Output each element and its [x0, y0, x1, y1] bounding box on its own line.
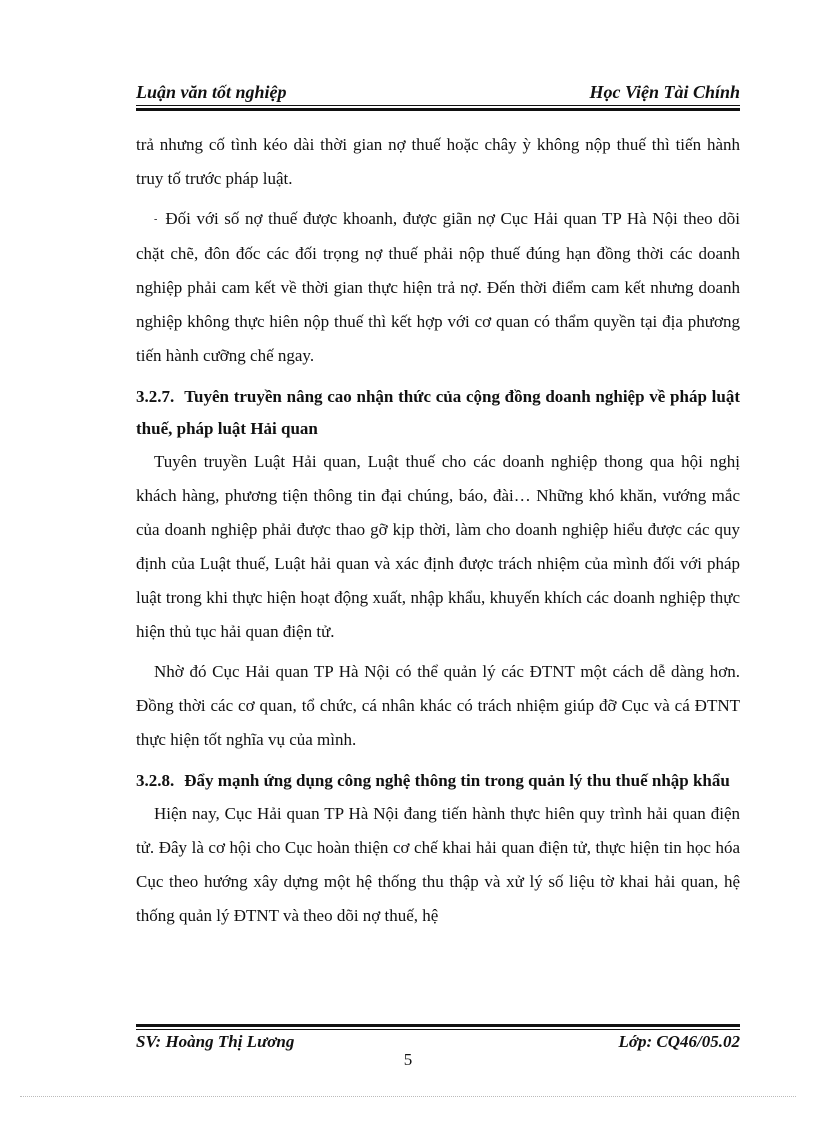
section-heading-3-2-8	[136, 765, 740, 797]
paragraph: Nhờ đó Cục Hải quan TP Hà Nội có thể quản lý các ĐTNT một cách dễ dàng hơn. Đồng thời các cơ quan, tổ chức, cá nhân khác có trách nhiệm giúp đỡ Cục và cá ĐTNT thực hiện tốt nghĩa vụ của mình.	[136, 662, 740, 749]
heading-number: 3.2.7.	[136, 387, 175, 406]
bullet-dash: -	[154, 214, 158, 225]
paragraph-text: Đối với số nợ thuế được khoanh, được giãn nợ Cục Hải quan TP Hà Nội theo dõi chặt chẽ, đôn đốc các đối trọng nợ thuế phải nộp thuế đúng hạn đồng thời các doanh nghiệp phải cam kết về thời gian thực hiện trả nợ. Đến thời điểm cam kết nhưng doanh nghiệp không thực hiên nộp thuế thì kết hợp với cơ quan có thẩm quyền tại địa phương tiến hành cưỡng chế ngay.	[136, 209, 740, 365]
paragraph: trả nhưng cố tình kéo dài thời gian nợ thuế hoặc chây ỳ không nộp thuế thì tiến hành truy tố trước pháp luật.	[136, 135, 740, 188]
footer-class-code: Lớp: CQ46/05.02	[618, 1032, 740, 1051]
paragraph-bullet	[136, 202, 740, 373]
paragraph: Hiện nay, Cục Hải quan TP Hà Nội đang tiến hành thực hiên quy trình hải quan điện tử. Đây là cơ hội cho Cục hoàn thiện cơ chế khai hải quan điện tử, thực hiện tin học hóa Cục theo hướng xây dựng một hệ thống thu thập và xử lý số liệu tờ khai hải quan, hệ thống quản lý ĐTNT và theo dõi nợ thuế, hệ	[136, 804, 740, 925]
page-header	[136, 80, 740, 106]
header-rule-thin	[136, 105, 740, 106]
header-thesis-title: Luận văn tốt nghiệp	[136, 82, 287, 102]
footer-student-name: SV: Hoàng Thị Lương	[136, 1032, 295, 1051]
header-institution: Học Viện Tài Chính	[589, 82, 740, 102]
page-number: 5	[403, 1050, 413, 1069]
paragraph: Tuyên truyền Luật Hải quan, Luật thuế cho các doanh nghiệp thong qua hội nghị khách hàng, phương tiện thông tin đại chúng, báo, đài… Những khó khăn, vướng mắc của doanh nghiệp phải được thao gỡ kịp thời, làm cho doanh nghiệp hiểu được các quy định của Luật thuế, Luật hải quan và xác định được trách nhiệm của mình đối với pháp luật trong khi thực hiện hoạt động xuất, nhập khẩu, khuyến khích các doanh nghiệp thực hiện thủ tục hải quan điện tử.	[136, 452, 740, 641]
document-body	[136, 128, 740, 933]
heading-text: Đẩy mạnh ứng dụng công nghệ thông tin trong quản lý thu thuế nhập khẩu	[184, 771, 730, 790]
footer-rule-thick	[136, 1024, 740, 1027]
section-heading-3-2-7	[136, 381, 740, 445]
header-rule-thick	[136, 108, 740, 111]
heading-number: 3.2.8.	[136, 771, 175, 790]
heading-text: Tuyên truyền nâng cao nhận thức của cộng đồng doanh nghiệp về pháp luật thuế, pháp luật Hải quan	[136, 387, 740, 438]
page-bottom-dotted-line	[20, 1096, 796, 1097]
